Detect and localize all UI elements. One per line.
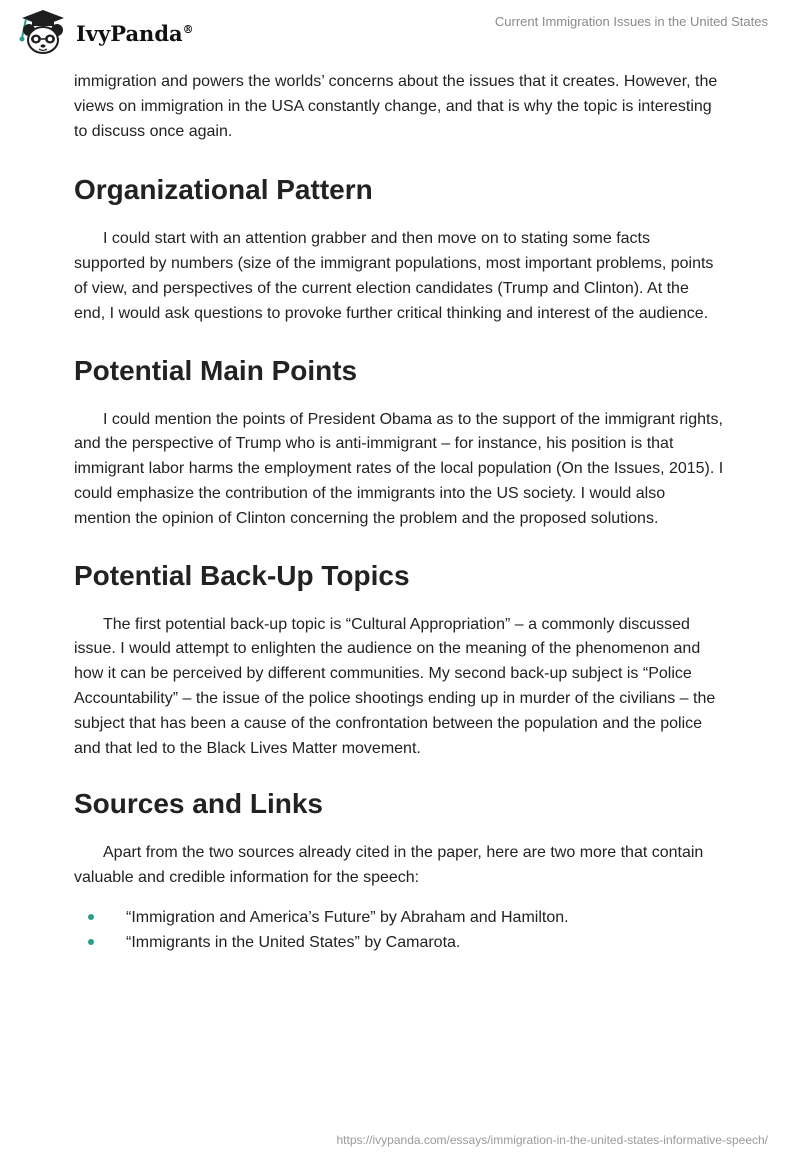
bullet-icon bbox=[88, 914, 94, 920]
bullet-icon bbox=[88, 939, 94, 945]
heading-sources-and-links: Sources and Links bbox=[74, 788, 323, 820]
heading-potential-main-points: Potential Main Points bbox=[74, 354, 358, 386]
source-item-text: “Immigration and America’s Future” by Abraham and Hamilton. bbox=[126, 908, 569, 926]
list-item bbox=[74, 905, 724, 930]
brand-logo-link[interactable] bbox=[14, 8, 194, 56]
organizational-pattern-paragraph: I could start with an attention grabber and then move on to stating some facts supported by numbers (size of the immigrant populations, most important problems, points of view, and perspectives of the current election candidates (Trump and Clinton). At the end, I would ask questions to provoke further critical thinking and interest of the audience. bbox=[74, 230, 714, 322]
intro-paragraph: immigration and powers the worlds’ concerns about the issues that it creates. However, the views on immigration in the USA constantly change, and that is why the topic is interesting to discuss once again. bbox=[74, 73, 718, 140]
sources-paragraph: Apart from the two sources already cited in the paper, here are two more that contain valuable and credible information for the speech: bbox=[74, 844, 704, 887]
page-header bbox=[0, 0, 800, 62]
essay-content bbox=[74, 70, 724, 955]
heading-potential-backup-topics: Potential Back-Up Topics bbox=[74, 559, 410, 591]
list-item bbox=[74, 930, 724, 955]
brand-name: IvyPanda® bbox=[76, 20, 194, 46]
registered-mark: ® bbox=[182, 22, 194, 36]
document-title: Current Immigration Issues in the United States bbox=[494, 14, 768, 29]
main-points-paragraph: I could mention the points of President Obama as to the support of the immigrant rights, and the perspective of Trump who is anti-immigrant – for instance, his position is that immigrant labor harms the employment rates of the local population (On the Issues, 2015). I could emphasize the contribution of the immigrants into the US society. I would also mention the opinion of Clinton concerning the problem and the proposed solutions. bbox=[74, 410, 724, 527]
footer-source-link[interactable]: https://ivypanda.com/essays/immigration-in-the-united-states-informative-speech/ bbox=[336, 1133, 768, 1147]
heading-organizational-pattern: Organizational Pattern bbox=[74, 174, 373, 206]
source-item-text: “Immigrants in the United States” by Camarota. bbox=[126, 933, 461, 951]
sources-list bbox=[74, 905, 724, 955]
panda-graduate-icon bbox=[14, 8, 72, 56]
backup-topics-paragraph: The first potential back-up topic is “Cultural Appropriation” – a commonly discussed issue. I would attempt to enlighten the audience on the meaning of the phenomenon and how it can be perceived by different communities. My second back-up subject is “Police Accountability” – the issue of the police shootings ending up in murder of the civilians – the subject that has been a cause of the confrontation between the population and the police and that led to the Black Lives Matter movement. bbox=[74, 615, 716, 757]
